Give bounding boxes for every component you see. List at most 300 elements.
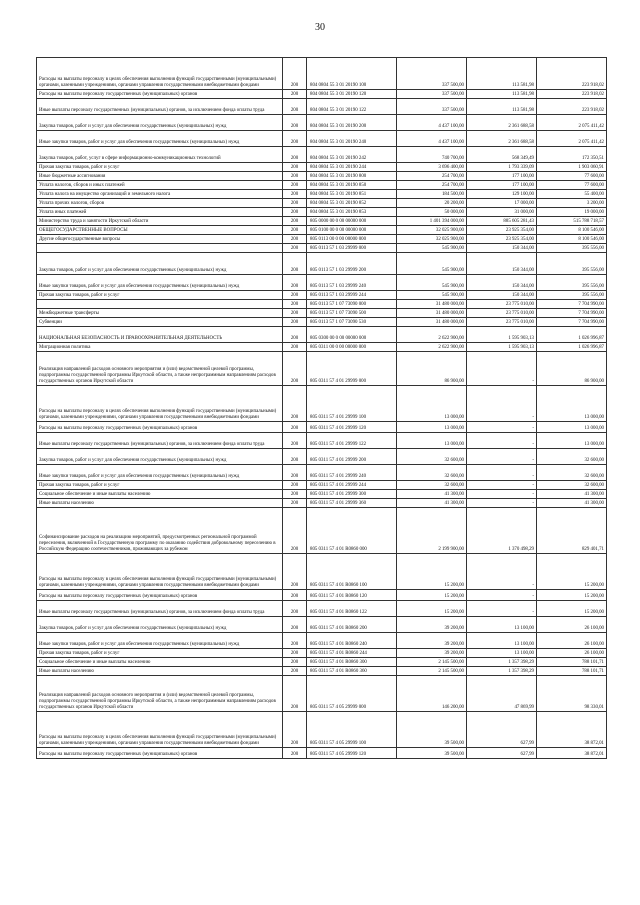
row-approved-cell: 2 145 500,00 (397, 658, 467, 667)
row-name-cell: Прочая закупка товаров, работ и услуг (37, 649, 283, 658)
row-remaining-cell: 788 101,71 (537, 658, 607, 667)
row-kbk-cell: 804 0804 55 3 01 20190 100 (307, 58, 397, 90)
row-code-cell: 200 (283, 343, 307, 352)
table-row (37, 300, 607, 309)
row-approved-cell: 337 500,00 (397, 58, 467, 90)
row-code-cell: 200 (283, 235, 307, 244)
row-code-cell: 200 (283, 667, 307, 676)
row-kbk-cell: 805 0311 57 4 01 R0860 000 (307, 508, 397, 554)
row-remaining-cell: 2 075 411,42 (537, 131, 607, 147)
row-approved-cell: 13 000,00 (397, 386, 467, 422)
row-remaining-cell: 223 918,02 (537, 99, 607, 115)
row-code-cell: 200 (283, 58, 307, 90)
table-row (37, 633, 607, 649)
row-code-cell: 200 (283, 658, 307, 667)
row-code-cell: 200 (283, 554, 307, 590)
row-approved-cell: 39 200,00 (397, 649, 467, 658)
row-remaining-cell: 15 200,00 (537, 601, 607, 617)
row-kbk-cell: 805 0113 57 1 07 73090 000 (307, 300, 397, 309)
row-approved-cell: 41 300,00 (397, 499, 467, 508)
row-executed-cell: - (467, 449, 537, 465)
row-approved-cell: 2 145 500,00 (397, 667, 467, 676)
row-name-cell: Расходы на выплаты персоналу в целях обеспечения выполнения функций государственными (муниципальными) органами, казенными учреждениями, органами управления государственными внебюджетными фондами (37, 58, 283, 90)
row-remaining-cell: 15 200,00 (537, 554, 607, 590)
row-code-cell: 200 (283, 309, 307, 318)
row-executed-cell: 13 100,00 (467, 633, 537, 649)
row-approved-cell: 337 500,00 (397, 90, 467, 99)
row-name-cell: Закупка товаров, работ и услуг для обеспечения государственных (муниципальных) нужд (37, 115, 283, 131)
table-row (37, 172, 607, 181)
row-kbk-cell: 804 0804 55 3 01 20190 240 (307, 131, 397, 147)
table-row (37, 309, 607, 318)
row-code-cell: 200 (283, 147, 307, 163)
table-row (37, 131, 607, 147)
row-code-cell: 200 (283, 327, 307, 343)
row-name-cell: Закупка товаров, работ и услуг для обеспечения государственных (муниципальных) нужд (37, 617, 283, 633)
row-approved-cell: 254 700,00 (397, 172, 467, 181)
row-code-cell: 200 (283, 199, 307, 208)
table-row (37, 226, 607, 235)
row-executed-cell: 1 595 903,13 (467, 343, 537, 352)
row-name-cell: Уплата налогов, сборов и иных платежей (37, 181, 283, 190)
row-approved-cell: 4 437 100,00 (397, 131, 467, 147)
row-kbk-cell: 805 0311 57 4 05 29999 120 (307, 748, 397, 759)
row-kbk-cell: 805 0300 00 0 00 00000 000 (307, 327, 397, 343)
row-kbk-cell: 804 0804 55 3 01 20190 853 (307, 208, 397, 217)
table-row (37, 617, 607, 633)
row-code-cell: 200 (283, 422, 307, 433)
row-name-cell: Реализация направлений расходов основного мероприятия и (или) ведомственной целевой программы, подпрограммы государственной программы Иркутской области, а также непрограммным направлениям расходов государственных органов Иркутской области (37, 352, 283, 386)
row-kbk-cell: 805 0311 57 4 01 29999 240 (307, 465, 397, 481)
row-kbk-cell: 805 0113 57 1 03 29999 200 (307, 253, 397, 275)
row-remaining-cell: 788 101,71 (537, 667, 607, 676)
row-approved-cell: 39 500,00 (397, 748, 467, 759)
row-executed-cell: 885 605 281,43 (467, 217, 537, 226)
row-executed-cell: - (467, 386, 537, 422)
row-approved-cell: 32 600,00 (397, 449, 467, 465)
row-code-cell: 200 (283, 244, 307, 253)
row-name-cell: Иные закупки товаров, работ и услуг для обеспечения государственных (муниципальных) нужд (37, 275, 283, 291)
row-executed-cell: - (467, 352, 537, 386)
row-remaining-cell: 515 788 718,57 (537, 217, 607, 226)
row-kbk-cell: 805 0311 57 4 01 29999 360 (307, 499, 397, 508)
row-code-cell: 200 (283, 217, 307, 226)
row-executed-cell: 1 357 398,29 (467, 658, 537, 667)
row-executed-cell: - (467, 554, 537, 590)
row-approved-cell: 15 200,00 (397, 554, 467, 590)
row-approved-cell: 41 300,00 (397, 490, 467, 499)
row-approved-cell: 13 000,00 (397, 433, 467, 449)
row-code-cell: 200 (283, 131, 307, 147)
row-executed-cell: 31 000,00 (467, 208, 537, 217)
row-approved-cell: 31 480 000,00 (397, 318, 467, 327)
row-remaining-cell: 223 918,02 (537, 90, 607, 99)
row-executed-cell: 177 100,00 (467, 172, 537, 181)
row-kbk-cell: 805 0113 57 1 07 73090 530 (307, 318, 397, 327)
row-approved-cell: 39 200,00 (397, 617, 467, 633)
row-remaining-cell: 32 600,00 (537, 481, 607, 490)
row-code-cell: 200 (283, 712, 307, 748)
row-remaining-cell: 77 600,00 (537, 172, 607, 181)
row-name-cell: ОБЩЕГОСУДАРСТВЕННЫЕ ВОПРОСЫ (37, 226, 283, 235)
row-code-cell: 200 (283, 499, 307, 508)
page-number: 30 (315, 22, 325, 33)
row-executed-cell: 13 100,00 (467, 649, 537, 658)
row-approved-cell: 337 500,00 (397, 99, 467, 115)
row-kbk-cell: 805 0311 57 4 01 R0860 244 (307, 649, 397, 658)
row-executed-cell: 150 344,00 (467, 291, 537, 300)
row-name-cell: Закупка товаров, работ и услуг для обеспечения государственных (муниципальных) нужд (37, 253, 283, 275)
row-executed-cell: 568 349,49 (467, 147, 537, 163)
row-remaining-cell: 86 900,00 (537, 352, 607, 386)
table-row (37, 99, 607, 115)
row-code-cell: 200 (283, 275, 307, 291)
row-executed-cell: 150 344,00 (467, 253, 537, 275)
row-executed-cell: - (467, 499, 537, 508)
row-name-cell: Софинансирование расходов на реализацию мероприятий, предусмотренных региональной программой переселения, включенной в Государственную программу по оказанию содействия добровольному переселению в Российскую Федерацию соотечественников, проживающих за рубежом (37, 508, 283, 554)
row-approved-cell: 31 480 000,00 (397, 300, 467, 309)
row-kbk-cell: 804 0804 55 3 01 20190 851 (307, 190, 397, 199)
row-executed-cell: - (467, 490, 537, 499)
row-remaining-cell: 13 000,00 (537, 422, 607, 433)
row-remaining-cell: 395 556,00 (537, 291, 607, 300)
row-approved-cell: 545 900,00 (397, 275, 467, 291)
table-row (37, 499, 607, 508)
row-code-cell: 200 (283, 226, 307, 235)
row-executed-cell: 1 370 498,29 (467, 508, 537, 554)
row-code-cell: 200 (283, 386, 307, 422)
row-executed-cell: 129 100,00 (467, 190, 537, 199)
table-row (37, 235, 607, 244)
row-approved-cell: 39 200,00 (397, 633, 467, 649)
row-kbk-cell: 805 0311 57 4 01 29999 120 (307, 422, 397, 433)
row-name-cell: Социальное обеспечение и иные выплаты населению (37, 490, 283, 499)
row-name-cell: Иные выплаты населению (37, 667, 283, 676)
table-row (37, 253, 607, 275)
row-approved-cell: 32 600,00 (397, 465, 467, 481)
row-executed-cell: 23 775 010,00 (467, 300, 537, 309)
row-code-cell: 200 (283, 465, 307, 481)
row-name-cell: Иные выплаты персоналу государственных (муниципальных) органов, за исключением фонда оплаты труда (37, 99, 283, 115)
table-row (37, 658, 607, 667)
table-row (37, 508, 607, 554)
table-row (37, 163, 607, 172)
row-remaining-cell: 26 100,00 (537, 633, 607, 649)
row-code-cell: 200 (283, 490, 307, 499)
row-approved-cell: 184 500,00 (397, 190, 467, 199)
row-kbk-cell: 805 0311 57 4 01 29999 244 (307, 481, 397, 490)
row-code-cell: 200 (283, 601, 307, 617)
row-code-cell: 200 (283, 253, 307, 275)
row-approved-cell: 2 199 900,00 (397, 508, 467, 554)
row-remaining-cell: 32 600,00 (537, 465, 607, 481)
row-code-cell: 200 (283, 163, 307, 172)
table-row (37, 490, 607, 499)
row-remaining-cell: 13 000,00 (537, 386, 607, 422)
row-kbk-cell: 804 0804 55 3 01 20190 850 (307, 181, 397, 190)
table-row (37, 590, 607, 601)
row-code-cell: 200 (283, 115, 307, 131)
row-kbk-cell: 804 0804 55 3 01 20190 120 (307, 90, 397, 99)
row-name-cell: Министерство труда и занятости Иркутской области (37, 217, 283, 226)
row-remaining-cell: 41 300,00 (537, 499, 607, 508)
row-remaining-cell: 395 556,00 (537, 275, 607, 291)
row-remaining-cell: 8 100 546,00 (537, 226, 607, 235)
table-row (37, 318, 607, 327)
row-executed-cell: 150 344,00 (467, 244, 537, 253)
row-executed-cell: 23 775 010,00 (467, 318, 537, 327)
table-row (37, 386, 607, 422)
row-approved-cell: 31 480 000,00 (397, 309, 467, 318)
row-name-cell: Иные выплаты персоналу государственных (муниципальных) органов, за исключением фонда оплаты труда (37, 601, 283, 617)
row-executed-cell: 627,99 (467, 712, 537, 748)
table-row (37, 327, 607, 343)
table-row (37, 481, 607, 490)
row-name-cell (37, 244, 283, 253)
row-executed-cell: 2 361 688,58 (467, 131, 537, 147)
row-name-cell: Иные закупки товаров, работ и услуг для обеспечения государственных (муниципальных) нужд (37, 131, 283, 147)
row-executed-cell: 17 000,00 (467, 199, 537, 208)
row-approved-cell: 1 401 394 000,00 (397, 217, 467, 226)
row-executed-cell: 13 100,00 (467, 617, 537, 633)
row-remaining-cell: 77 600,00 (537, 181, 607, 190)
row-executed-cell: 1 793 339,09 (467, 163, 537, 172)
row-kbk-cell: 805 0113 57 1 03 29999 240 (307, 275, 397, 291)
row-approved-cell: 39 500,00 (397, 712, 467, 748)
row-remaining-cell: 395 556,00 (537, 253, 607, 275)
table-row (37, 199, 607, 208)
row-approved-cell: 146 200,00 (397, 676, 467, 712)
row-executed-cell: 113 581,98 (467, 90, 537, 99)
row-remaining-cell: 1 903 060,91 (537, 163, 607, 172)
row-approved-cell: 2 622 900,00 (397, 327, 467, 343)
row-code-cell: 200 (283, 90, 307, 99)
row-kbk-cell: 805 0113 57 1 07 73090 500 (307, 309, 397, 318)
table-row (37, 115, 607, 131)
row-name-cell: Иные бюджетные ассигнования (37, 172, 283, 181)
table-row (37, 748, 607, 759)
row-approved-cell: 545 900,00 (397, 244, 467, 253)
row-remaining-cell: 1 026 996,87 (537, 327, 607, 343)
row-remaining-cell: 395 556,00 (537, 244, 607, 253)
row-executed-cell: 23 775 010,00 (467, 309, 537, 318)
table-body (37, 58, 607, 759)
row-code-cell: 200 (283, 352, 307, 386)
budget-execution-table (36, 57, 607, 759)
row-executed-cell: 177 100,00 (467, 181, 537, 190)
row-approved-cell: 545 900,00 (397, 253, 467, 275)
row-name-cell: Миграционная политика (37, 343, 283, 352)
row-code-cell: 200 (283, 291, 307, 300)
row-code-cell: 200 (283, 300, 307, 309)
row-name-cell: Прочая закупка товаров, работ и услуг (37, 481, 283, 490)
row-approved-cell: 32 025 900,00 (397, 226, 467, 235)
row-executed-cell: - (467, 590, 537, 601)
row-name-cell: Социальное обеспечение и иные выплаты населению (37, 658, 283, 667)
row-kbk-cell: 805 0311 57 4 01 29999 000 (307, 352, 397, 386)
row-remaining-cell: 7 704 990,00 (537, 300, 607, 309)
row-executed-cell: - (467, 465, 537, 481)
row-name-cell: Иные выплаты населению (37, 499, 283, 508)
row-name-cell (37, 300, 283, 309)
row-remaining-cell: 1 026 996,87 (537, 343, 607, 352)
row-kbk-cell: 805 0311 00 0 00 00000 000 (307, 343, 397, 352)
row-name-cell: Расходы на выплаты персоналу государственных (муниципальных) органов (37, 590, 283, 601)
row-remaining-cell: 829 401,71 (537, 508, 607, 554)
table-row (37, 208, 607, 217)
row-kbk-cell: 805 0311 57 4 01 R0860 120 (307, 590, 397, 601)
row-kbk-cell: 805 0113 00 0 00 00000 000 (307, 235, 397, 244)
row-name-cell: Расходы на выплаты персоналу государственных (муниципальных) органов (37, 422, 283, 433)
row-kbk-cell: 805 0311 57 4 01 R0860 300 (307, 658, 397, 667)
row-kbk-cell: 805 0311 57 4 01 R0860 122 (307, 601, 397, 617)
row-remaining-cell: 223 918,02 (537, 58, 607, 90)
row-name-cell: Закупка товаров, работ, услуг в сфере информационно-коммуникационных технологий (37, 147, 283, 163)
table-row (37, 147, 607, 163)
row-kbk-cell: 805 0311 57 4 01 R0860 240 (307, 633, 397, 649)
row-name-cell: Прочая закупка товаров, работ и услуг (37, 163, 283, 172)
row-name-cell: Субвенции (37, 318, 283, 327)
row-remaining-cell: 41 300,00 (537, 490, 607, 499)
row-kbk-cell: 805 0113 57 1 03 29999 000 (307, 244, 397, 253)
table-row (37, 465, 607, 481)
row-executed-cell: - (467, 481, 537, 490)
row-code-cell: 200 (283, 617, 307, 633)
row-name-cell: Прочая закупка товаров, работ и услуг (37, 291, 283, 300)
row-executed-cell: 2 361 688,58 (467, 115, 537, 131)
row-remaining-cell: 98 330,01 (537, 676, 607, 712)
table-row (37, 275, 607, 291)
row-executed-cell: 113 581,98 (467, 58, 537, 90)
row-executed-cell: 23 925 354,00 (467, 226, 537, 235)
table-row (37, 601, 607, 617)
row-kbk-cell: 805 0100 00 0 00 00000 000 (307, 226, 397, 235)
row-executed-cell: 113 581,98 (467, 99, 537, 115)
table-row (37, 190, 607, 199)
row-name-cell: Расходы на выплаты персоналу в целях обеспечения выполнения функций государственными (муниципальными) органами, казенными учреждениями, органами управления государственными внебюджетными фондами (37, 386, 283, 422)
row-approved-cell: 3 696 400,00 (397, 163, 467, 172)
row-remaining-cell: 172 350,51 (537, 147, 607, 163)
row-kbk-cell: 805 0311 57 4 01 R0860 200 (307, 617, 397, 633)
row-kbk-cell: 805 0311 57 4 05 29999 100 (307, 712, 397, 748)
row-code-cell: 200 (283, 172, 307, 181)
row-kbk-cell: 805 0311 57 4 01 29999 122 (307, 433, 397, 449)
row-kbk-cell: 804 0804 55 3 01 20190 200 (307, 115, 397, 131)
row-approved-cell: 15 200,00 (397, 601, 467, 617)
row-remaining-cell: 26 100,00 (537, 617, 607, 633)
row-executed-cell: 47 869,99 (467, 676, 537, 712)
row-remaining-cell: 7 704 990,00 (537, 318, 607, 327)
row-executed-cell: 1 357 398,29 (467, 667, 537, 676)
table-row (37, 676, 607, 712)
row-executed-cell: - (467, 422, 537, 433)
row-code-cell: 200 (283, 208, 307, 217)
row-remaining-cell: 13 000,00 (537, 433, 607, 449)
row-code-cell: 200 (283, 649, 307, 658)
row-remaining-cell: 8 100 546,00 (537, 235, 607, 244)
row-kbk-cell: 804 0804 55 3 01 20190 244 (307, 163, 397, 172)
row-approved-cell: 15 200,00 (397, 590, 467, 601)
row-remaining-cell: 15 200,00 (537, 590, 607, 601)
row-kbk-cell: 804 0804 55 3 01 20190 122 (307, 99, 397, 115)
table-row (37, 58, 607, 90)
table-row (37, 217, 607, 226)
row-approved-cell: 4 437 100,00 (397, 115, 467, 131)
row-name-cell: Иные выплаты персоналу государственных (муниципальных) органов, за исключением фонда оплаты труда (37, 433, 283, 449)
row-code-cell: 200 (283, 633, 307, 649)
row-kbk-cell: 804 0804 55 3 01 20190 852 (307, 199, 397, 208)
row-approved-cell: 254 700,00 (397, 181, 467, 190)
row-kbk-cell: 805 0311 57 4 01 29999 100 (307, 386, 397, 422)
row-remaining-cell: 19 000,00 (537, 208, 607, 217)
row-code-cell: 200 (283, 748, 307, 759)
row-remaining-cell: 38 872,01 (537, 712, 607, 748)
table-row (37, 422, 607, 433)
row-kbk-cell: 805 0000 00 0 00 00000 000 (307, 217, 397, 226)
row-approved-cell: 50 000,00 (397, 208, 467, 217)
row-approved-cell: 2 622 900,00 (397, 343, 467, 352)
row-code-cell: 200 (283, 181, 307, 190)
table-row (37, 667, 607, 676)
row-remaining-cell: 2 075 411,42 (537, 115, 607, 131)
row-kbk-cell: 804 0804 55 3 01 20190 242 (307, 147, 397, 163)
row-kbk-cell: 804 0804 55 3 01 20190 800 (307, 172, 397, 181)
row-remaining-cell: 26 100,00 (537, 649, 607, 658)
row-code-cell: 200 (283, 676, 307, 712)
table-row (37, 181, 607, 190)
row-executed-cell: 1 595 903,13 (467, 327, 537, 343)
row-name-cell: НАЦИОНАЛЬНАЯ БЕЗОПАСНОСТЬ И ПРАВООХРАНИТЕЛЬНАЯ ДЕЯТЕЛЬНОСТЬ (37, 327, 283, 343)
row-code-cell: 200 (283, 318, 307, 327)
row-name-cell: Расходы на выплаты персоналу государственных (муниципальных) органов (37, 748, 283, 759)
row-kbk-cell: 805 0311 57 4 01 29999 300 (307, 490, 397, 499)
row-name-cell: Уплата налога на имущество организаций и земельного налога (37, 190, 283, 199)
row-remaining-cell: 7 704 990,00 (537, 309, 607, 318)
table-row (37, 712, 607, 748)
row-approved-cell: 545 900,00 (397, 291, 467, 300)
row-name-cell: Реализация направлений расходов основного мероприятия и (или) ведомственной целевой программы, подпрограммы государственной программы Иркутской области, а также непрограммным направлениям расходов государственных органов Иркутской области (37, 676, 283, 712)
row-approved-cell: 740 700,00 (397, 147, 467, 163)
row-name-cell: Закупка товаров, работ и услуг для обеспечения государственных (муниципальных) нужд (37, 449, 283, 465)
row-name-cell: Уплата прочих налогов, сборов (37, 199, 283, 208)
row-approved-cell: 13 000,00 (397, 422, 467, 433)
table-row (37, 649, 607, 658)
row-remaining-cell: 38 872,01 (537, 748, 607, 759)
row-remaining-cell: 3 200,00 (537, 199, 607, 208)
row-name-cell: Расходы на выплаты персоналу в целях обеспечения выполнения функций государственными (муниципальными) органами, казенными учреждениями, органами управления государственными внебюджетными фондами (37, 712, 283, 748)
row-name-cell: Межбюджетные трансферты (37, 309, 283, 318)
row-code-cell: 200 (283, 481, 307, 490)
row-executed-cell: - (467, 433, 537, 449)
table-row (37, 554, 607, 590)
row-approved-cell: 32 025 900,00 (397, 235, 467, 244)
table-row (37, 352, 607, 386)
row-kbk-cell: 805 0311 57 4 01 29999 200 (307, 449, 397, 465)
row-code-cell: 200 (283, 99, 307, 115)
row-name-cell: Уплата иных платежей (37, 208, 283, 217)
row-name-cell: Расходы на выплаты персоналу государственных (муниципальных) органов (37, 90, 283, 99)
row-kbk-cell: 805 0311 57 4 01 R0860 100 (307, 554, 397, 590)
row-name-cell: Иные закупки товаров, работ и услуг для обеспечения государственных (муниципальных) нужд (37, 633, 283, 649)
row-name-cell: Другие общегосударственные вопросы (37, 235, 283, 244)
table-row (37, 244, 607, 253)
row-kbk-cell: 805 0311 57 4 01 R0860 360 (307, 667, 397, 676)
row-kbk-cell: 805 0113 57 1 03 29999 244 (307, 291, 397, 300)
table-row (37, 291, 607, 300)
row-executed-cell: 150 344,00 (467, 275, 537, 291)
row-remaining-cell: 55 400,00 (537, 190, 607, 199)
row-executed-cell: 627,99 (467, 748, 537, 759)
